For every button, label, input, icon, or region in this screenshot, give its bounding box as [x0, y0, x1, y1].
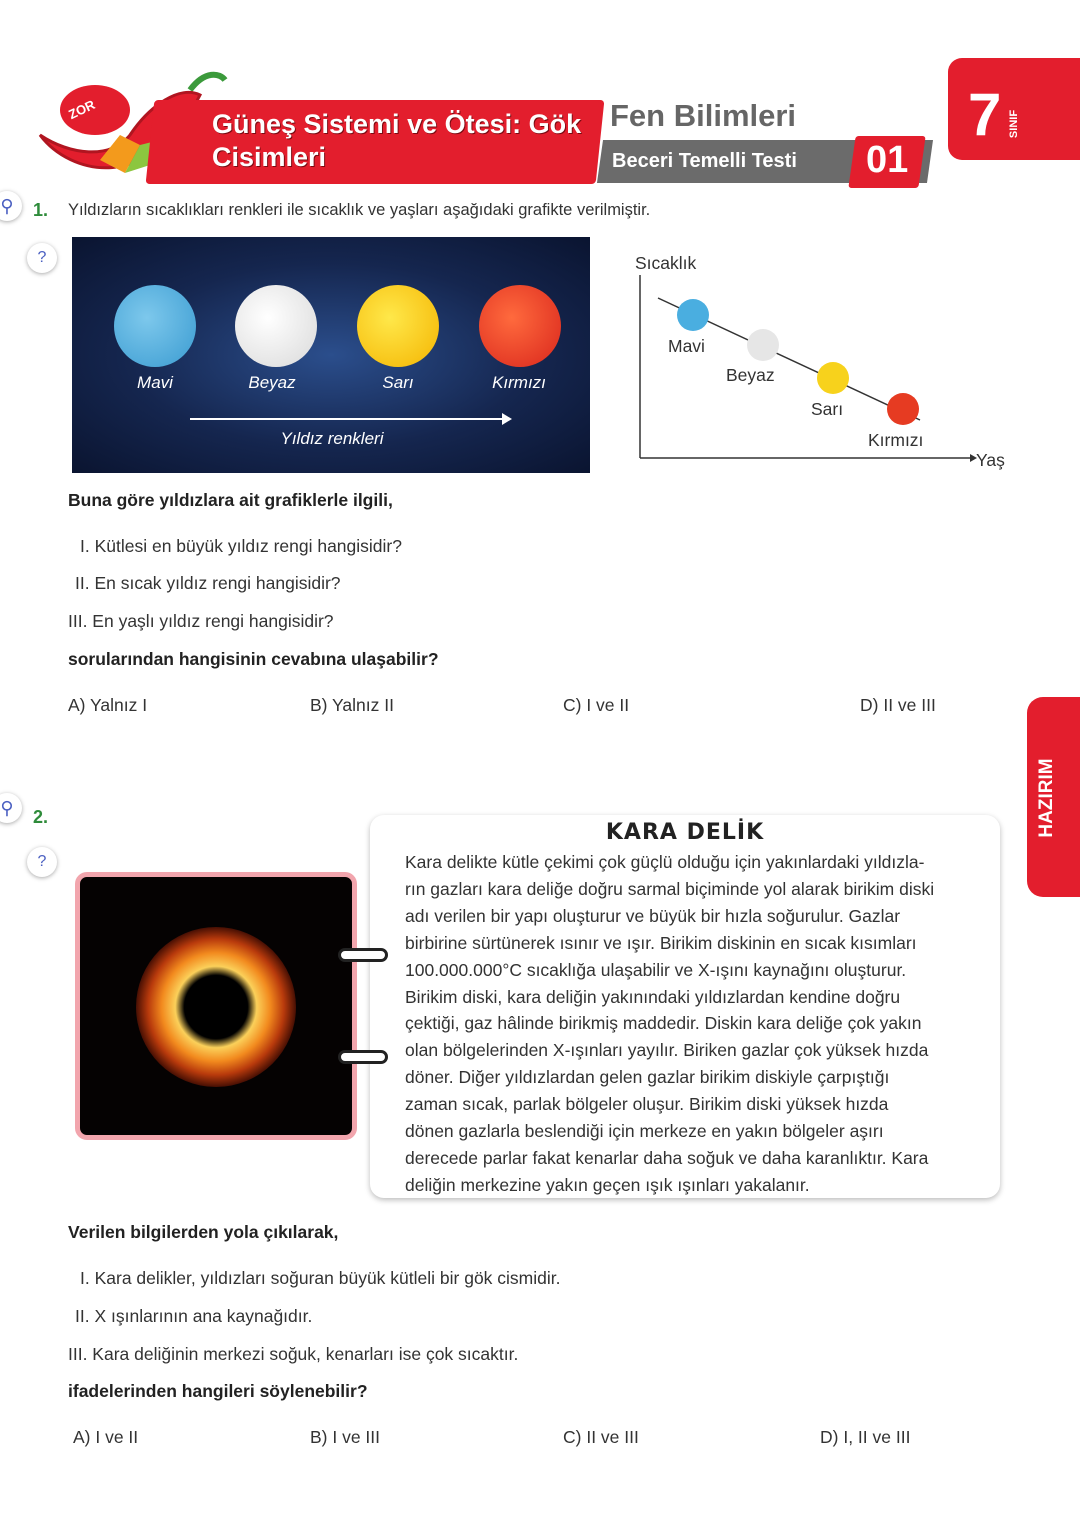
statement: III. Kara deliğinin merkezi soğuk, kenarları ise çok sıcaktır. [68, 1344, 519, 1364]
statement: III. En yaşlı yıldız rengi hangisidir? [68, 611, 334, 631]
help-icon[interactable]: ? [27, 847, 57, 877]
paragraph-line: zaman sıcak, parlak bölgeler oluşur. Birikim diski yüksek hızda [405, 1094, 889, 1115]
test-name: Beceri Temelli Testi [612, 150, 797, 172]
option-a[interactable]: A) I ve II [73, 1427, 139, 1447]
paragraph-line: deliğin merkezine yakın geçen ışık ışınları yakalanır. [405, 1174, 810, 1195]
blue-star [114, 285, 196, 367]
grade-number: 7 [968, 81, 1002, 148]
temperature-age-graph [630, 270, 980, 470]
option-c[interactable]: C) II ve III [563, 1427, 639, 1447]
difficulty-label: ZOR [66, 96, 98, 123]
arrow-head [502, 413, 512, 425]
paragraph-line: adı verilen bir yapı oluşturur ve büyük bir hızla soğurulur. Gazlar [405, 905, 901, 926]
star-colors-image [72, 237, 590, 473]
star-label: Beyaz [248, 373, 296, 392]
question-number: 1. [33, 200, 49, 220]
paragraph-line: çektiği, gaz hâlinde birikmiş maddedir. Diskin kara deliğe çok yakın [405, 1013, 922, 1034]
search-icon[interactable]: ⚲ [0, 191, 22, 221]
binder-ring [338, 948, 388, 962]
paragraph-line: dönen gazlarla beslendiği için merkeze en yakın bölgeler aşırı [405, 1121, 884, 1142]
graph-point-label: Kırmızı [868, 430, 924, 450]
statement: I. Kara delikler, yıldızları soğuran büyük kütleli bir gök cismidir. [80, 1268, 561, 1288]
grade-label: SINIF [1008, 109, 1021, 139]
graph-y-label: Sıcaklık [635, 253, 697, 273]
question-text: sorularından hangisinin cevabına ulaşabilir? [68, 649, 439, 669]
paragraph-line: derecede parlar fakat kenarlar daha soğuk ve daha karanlıktır. Kara [405, 1147, 929, 1168]
unit-title-line: Güneş Sistemi ve Ötesi: Gök [212, 109, 582, 139]
star-label: Sarı [382, 373, 414, 392]
question-text: ifadelerinden hangileri söylenebilir? [68, 1381, 368, 1401]
search-icon[interactable]: ⚲ [0, 793, 22, 823]
star-label: Kırmızı [492, 373, 546, 392]
paragraph-line: olan bölgelerinden X-ışınları yayılır. Biriken gazlar çok yüksek hızda [405, 1040, 929, 1061]
accretion-disk [136, 927, 296, 1087]
side-tab-label: HAZIRIM [1036, 758, 1057, 838]
star-label: Mavi [137, 373, 173, 392]
option-d[interactable]: D) II ve III [860, 695, 936, 715]
graph-x-label: Yaş [976, 450, 1005, 470]
statement: II. En sıcak yıldız rengi hangisidir? [75, 573, 341, 593]
arrow-label: Yıldız renkleri [280, 429, 384, 448]
paragraph-line: birbirine sürtünerek ısınır ve ışır. Birikim diskinin en sıcak kısımları [405, 932, 917, 953]
question-lead: Verilen bilgilerden yola çıkılarak, [68, 1222, 339, 1242]
paragraph-line: 100.000.000°C sıcaklığa ulaşabilir ve X-ışını kaynağını oluşturur. [405, 959, 907, 980]
test-number: 01 [866, 139, 909, 181]
option-d[interactable]: D) I, II ve III [820, 1427, 911, 1447]
graph-point-label: Beyaz [726, 365, 775, 385]
graph-point-label: Sarı [811, 399, 844, 419]
info-box-title: KARA DELİK [605, 820, 765, 845]
question-number: 2. [33, 807, 49, 827]
subject-title: Fen Bilimleri [610, 98, 797, 133]
binder-ring [338, 1050, 388, 1064]
question-lead: Buna göre yıldızlara ait grafiklerle ilgili, [68, 490, 393, 510]
arrow [190, 418, 505, 420]
option-b[interactable]: B) Yalnız II [310, 695, 394, 715]
unit-title-line: Cisimleri [212, 142, 327, 172]
red-star [479, 285, 561, 367]
option-b[interactable]: B) I ve III [310, 1427, 381, 1447]
info-paragraph [405, 849, 995, 1199]
unit-title [212, 108, 581, 174]
graph-point-label: Mavi [668, 336, 705, 356]
black-hole-image [75, 872, 357, 1140]
paragraph-line: Birikim diski, kara deliğin yakınındaki yıldızlardan kendine doğru [405, 986, 901, 1007]
option-a[interactable]: A) Yalnız I [68, 695, 148, 715]
yellow-star [357, 285, 439, 367]
help-icon[interactable]: ? [27, 243, 57, 273]
statement: I. Kütlesi en büyük yıldız rengi hangisidir? [80, 536, 402, 556]
paragraph-line: döner. Diğer yıldızlardan gelen gazlar birikim diskiyle çarpıştığı [405, 1067, 890, 1088]
paragraph-line: Kara delikte kütle çekimi çok güçlü olduğu için yakınlardaki yıldızla- [405, 852, 925, 872]
option-c[interactable]: C) I ve II [563, 695, 630, 715]
statement: II. X ışınlarının ana kaynağıdır. [75, 1306, 313, 1326]
question-intro: Yıldızların sıcaklıkları renkleri ile sıcaklık ve yaşları aşağıdaki grafikte verilmiştir. [68, 201, 651, 219]
paragraph-line: rın gazları kara deliğe doğru sarmal biçiminde yol alarak birikim diski [405, 878, 935, 899]
white-star [235, 285, 317, 367]
